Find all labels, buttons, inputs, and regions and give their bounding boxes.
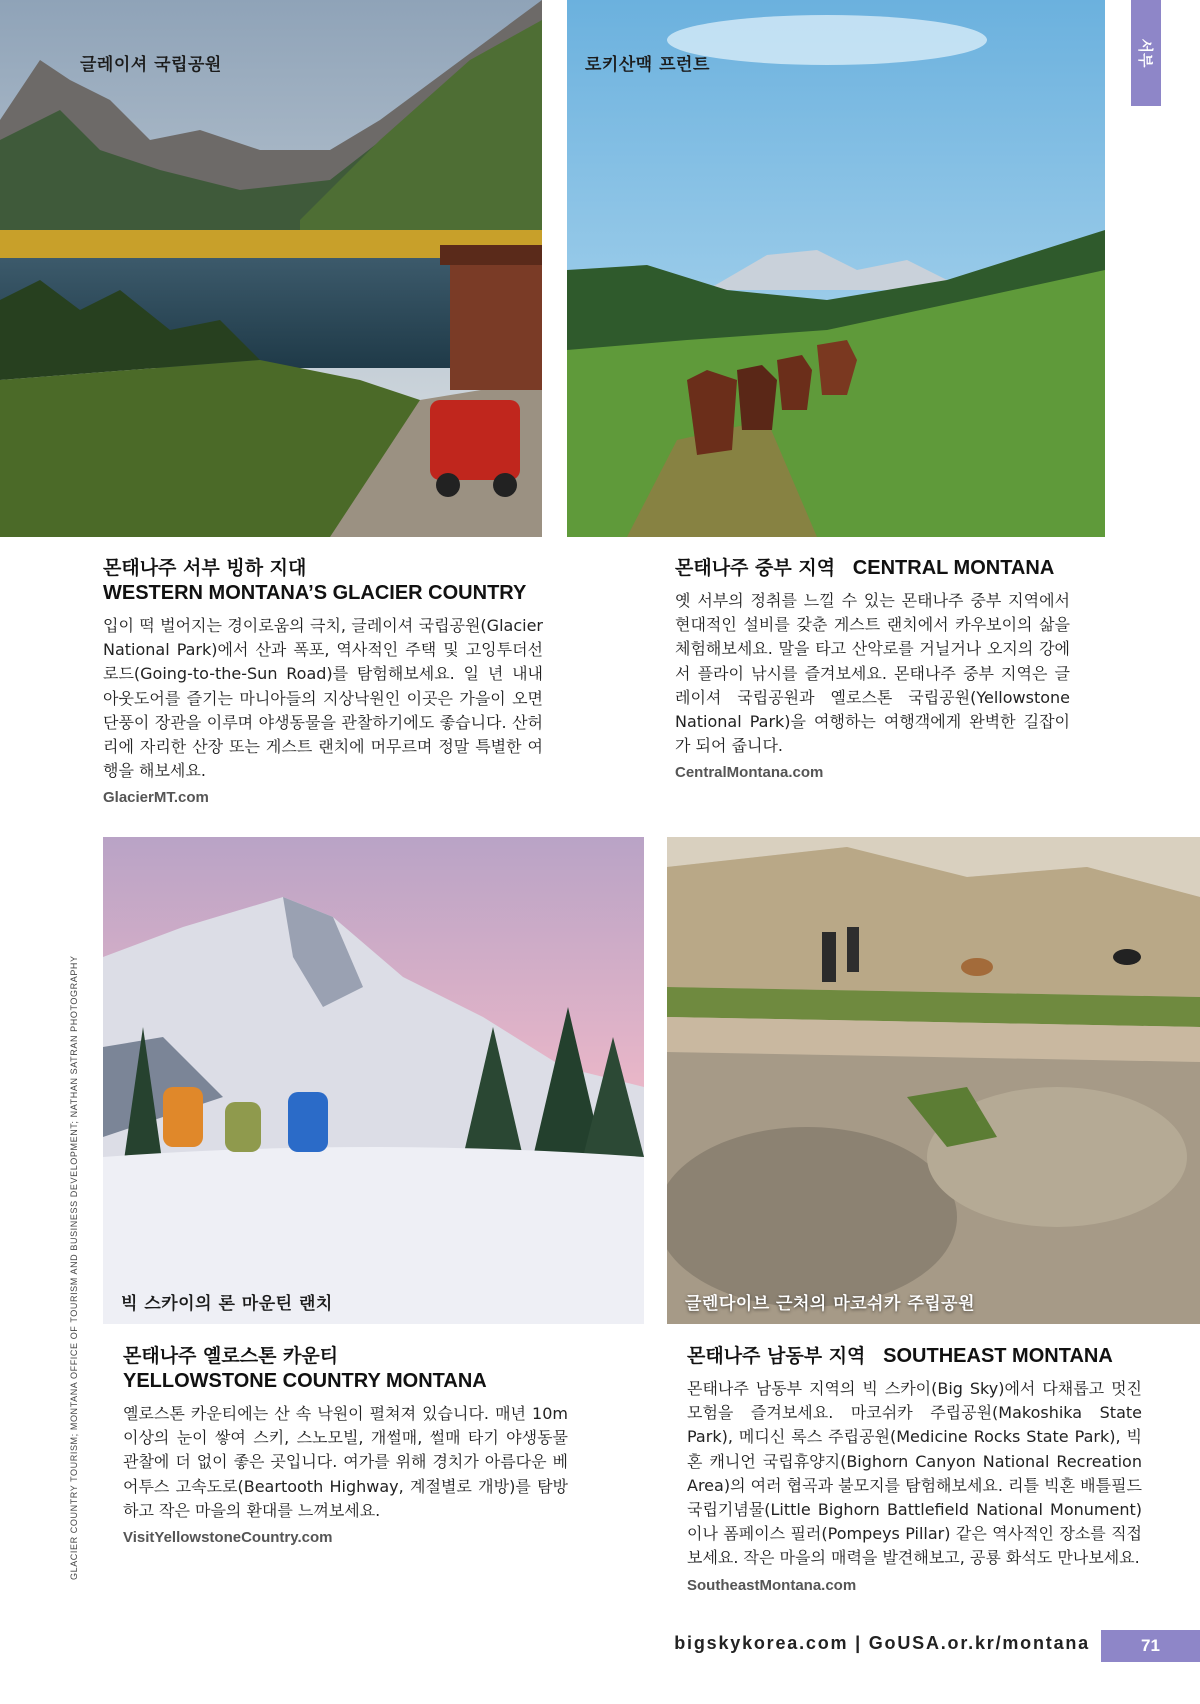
section-title [103,556,543,606]
section-link[interactable]: CentralMontana.com [675,764,824,782]
section-title-en: WESTERN MONTANA’S GLACIER COUNTRY [103,582,527,604]
section-title-ko: 몬태나주 서부 빙하 지대 [103,557,307,579]
section-body: 옛 서부의 정취를 느낄 수 있는 몬태나주 중부 지역에서 현대적인 설비를 갖춘 게스트 랜치에서 카우보이의 삶을 체험해보세요. 말을 타고 산악로를 거닐거나 오지의 강에서 플라이 낚시를 즐겨보세요. 몬태나주 중부 지역은 글레이셔 국립공원과 옐로스톤 국립공원(Yellowstone National Park)을 여행하는 여행객에게 완벽한 길잡이가 되어 줍니다. [675,591,1070,756]
rocky-front-photo [567,0,1105,537]
section-title-en: CENTRAL MONTANA [841,557,1055,579]
section-link[interactable]: GlacierMT.com [103,789,209,807]
section-title-ko: 몬태나주 옐로스톤 카운티 [123,1345,339,1367]
section-title [123,1344,568,1394]
section-body: 옐로스톤 카운티에는 산 속 낙원이 펼쳐져 있습니다. 매년 10m 이상의 눈이 쌓여 스키, 스노모빌, 개썰매, 썰매 타기 야생동물 관찰에 더 없이 좋은 곳입니다. 여가를 위해 경치가 아름다운 베어투스 고속도로(Beartooth Highway, 계절별로 개방)를 탐방하고 작은 마을의 환대를 느껴보세요. [123,1404,568,1520]
section-title [687,1344,1142,1369]
section-central [675,556,1070,781]
photo-caption: 글레이셔 국립공원 [80,55,222,75]
photo-caption: 글렌다이브 근처의 마코쉬카 주립공원 [685,1294,976,1314]
section-link[interactable]: VisitYellowstoneCountry.com [123,1529,333,1547]
section-title-ko: 몬태나주 중부 지역 [675,557,836,579]
section-title [675,556,1070,581]
photo-caption: 빅 스카이의 론 마운틴 랜치 [121,1294,333,1314]
section-yellowstone [123,1344,568,1546]
section-body: 몬태나주 남동부 지역의 빅 스카이(Big Sky)에서 다채롭고 멋진 모험을 즐겨보세요. 마코쉬카 주립공원(Makoshika State Park), 메디신 록스 주립공원(Medicine Rocks State Park), 빅혼 캐니언 국립휴양지(Bighorn Canyon National Recreation Area)의 여러 협곡과 불모지를 탐험해보세요. 리틀 빅혼 배틀필드 국립기념물(Little Bighorn Battlefield National Monument)이나 폼페이스 필러(Pompeys Pillar) 같은 역사적인 장소를 직접 보세요. 작은 마을의 매력을 발견해보고, 공룡 화석도 만나보세요. [687,1379,1142,1568]
photo-caption: 로키산맥 프런트 [585,55,710,75]
section-body: 입이 떡 벌어지는 경이로움의 극치, 글레이셔 국립공원(Glacier National Park)에서 산과 폭포, 역사적인 주택 및 고잉투더선 로드(Going-to-the-Sun Road)를 탐험해보세요. 일 년 내내 아웃도어를 즐기는 마니아들의 지상낙원인 이곳은 가을이 오면 단풍이 장관을 이루며 야생동물을 관찰하기에도 좋습니다. 산허리에 자리한 산장 또는 게스트 랜치에 머무르며 정말 특별한 여행을 해보세요. [103,616,543,781]
page-number: 71 [1101,1630,1200,1662]
section-title-en: YELLOWSTONE COUNTRY MONTANA [123,1370,487,1392]
big-sky-photo [103,837,644,1324]
region-tab [1131,0,1161,106]
region-tab-label: 서부 [1136,38,1155,68]
section-southeast [687,1344,1142,1594]
glacier-photo [0,0,542,537]
section-title-en: SOUTHEAST MONTANA [872,1345,1113,1367]
footer-links[interactable]: bigskykorea.com | GoUSA.or.kr/montana [674,1633,1090,1653]
section-western [103,556,543,806]
section-link[interactable]: SoutheastMontana.com [687,1576,857,1594]
section-title-ko: 몬태나주 남동부 지역 [687,1345,866,1367]
photo-credit: GLACIER COUNTRY TOURISM; MONTANA OFFICE OF TOURISM AND BUSINESS DEVELOPMENT; NATHAN SATRAN PHOTOGRAPHY [69,955,79,1580]
makoshika-photo [667,837,1200,1324]
